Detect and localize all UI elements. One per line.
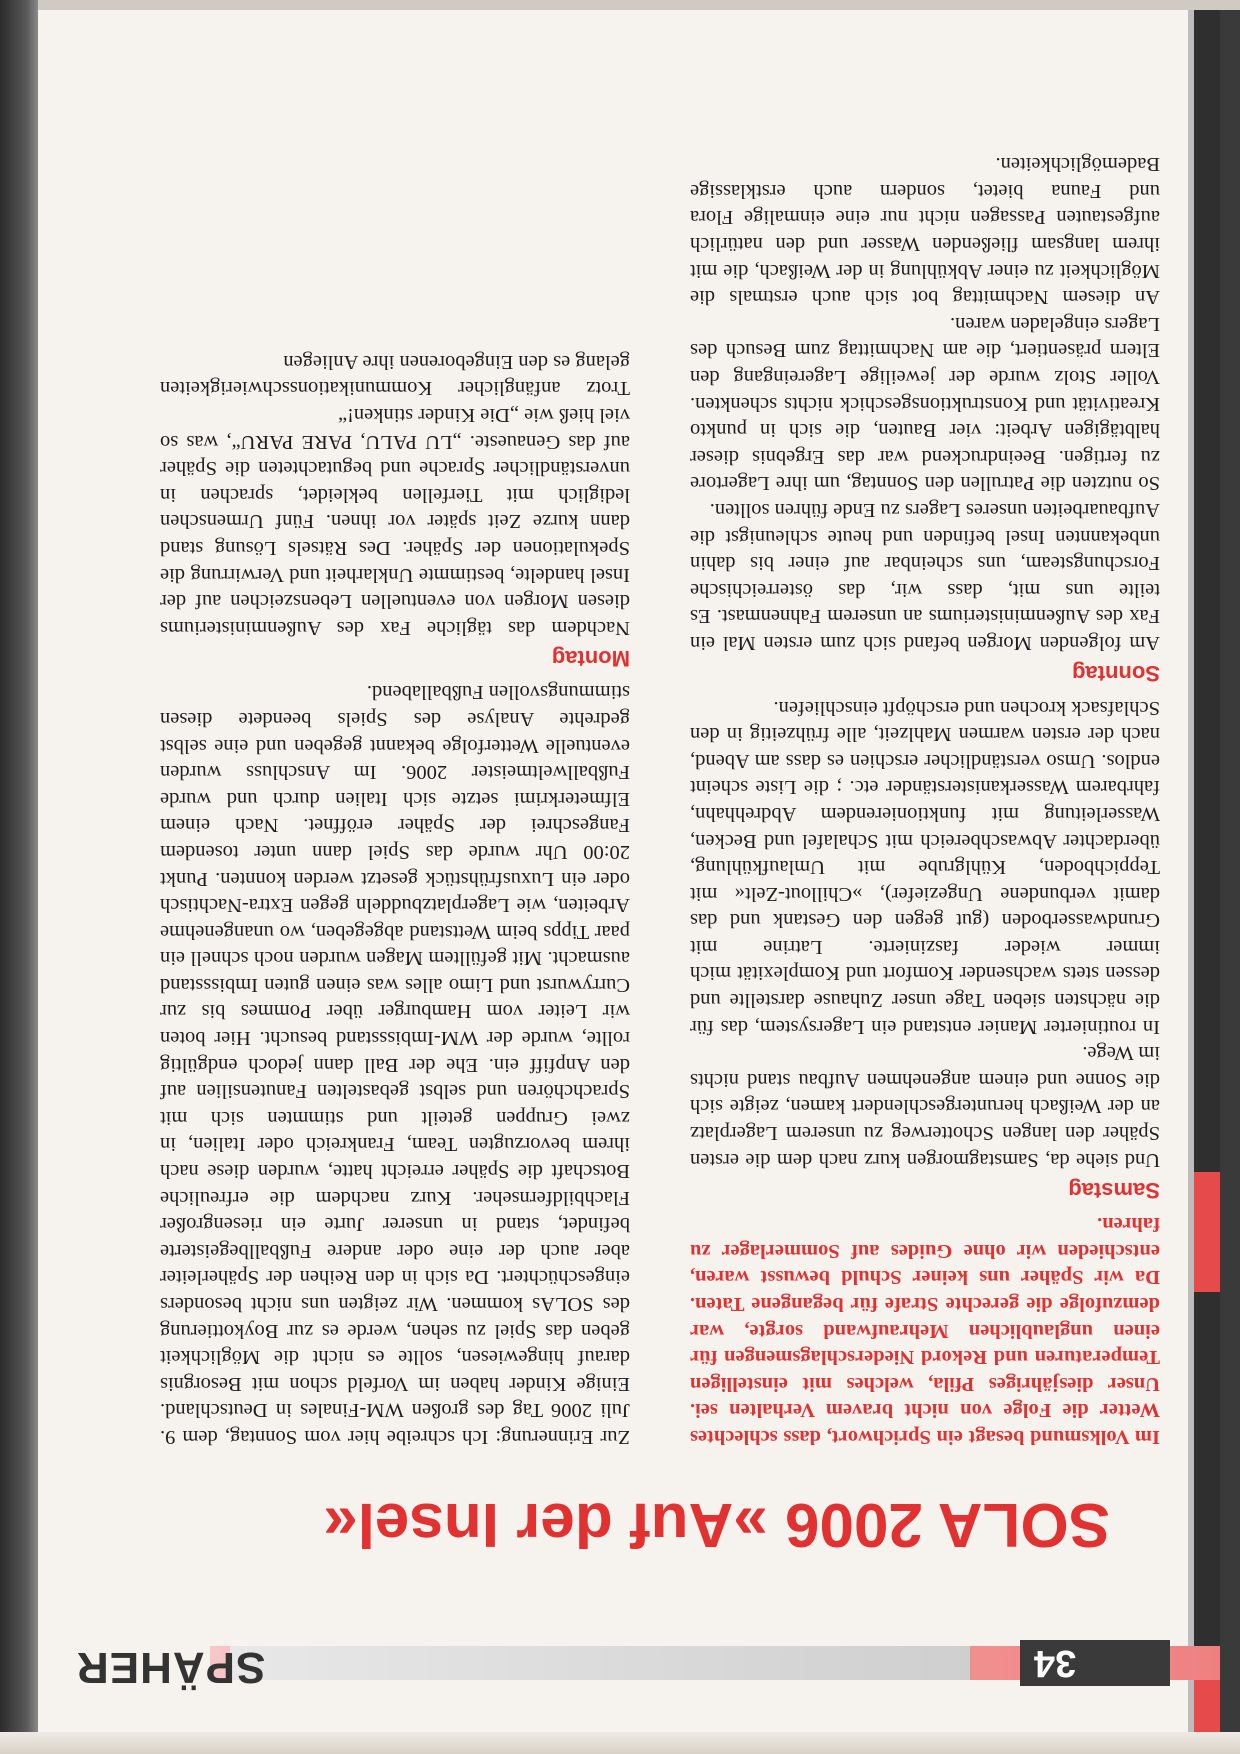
section-heading-sonntag: Sonntag [1072, 660, 1160, 686]
header-bar-grey [230, 1646, 970, 1680]
page-number: 34 [1020, 1640, 1170, 1686]
page-edge-band-light [1188, 10, 1194, 1732]
paragraph: Und siehe da, Samstagmorgen kurz nach dem die ersten Späher den langen Schotterweg zu unserem Lagerplatz an der Weißach heruntergeschlendert kamen, zeigte sich die Sonne und einem angenehmen Aufbau stand nichts im Wege. [690, 1042, 1160, 1171]
paragraph: In routinierter Manier entstand ein Lagersystem, das für die nächsten sieben Tage unser Zuhause darstellte und dessen stets wachsender Komfort und Komplexität mich immer wieder faszinierte. Latrine mit Grundwasserboden (gut gegen den Gestank und das damit verbundene Ungeziefer), »Chillout-Zelt« mit Teppichboden, Kühlgrube mit Umlaufkühlung, überdachter Abwaschbereich mit Schalafel und Becken, Wasserleitung mit funktionierendem Abdrehhahn, fahrbarem Wasserkanisterständer etc. ; die Liste scheint endlos. Umso verständlicher erschien es dass am Abend, nach der ersten warmen Mahlzeit, alle frühzeitig in den Schlafsack krochen und erschöpft einschliefen. [690, 696, 1160, 1038]
paragraph: An diesem Nachmittag bot sich auch erstmals die Möglichkeit zu einer Abkühlung in der Weißach, die mit ihrem langsam fließenden Wasser und den natürlich aufgestauten Passagen nicht nur eine einmalige Flora und Fauna bietet, sondern auch erstklassige Bademöglichkeiten. [690, 153, 1160, 309]
page-edge-band [1194, 10, 1220, 1732]
scan-bottom-strip [0, 1732, 1240, 1754]
section-heading-samstag: Samstag [1068, 1177, 1160, 1203]
paragraph: Zur Erinnerung: Ich schreibe hier vom Sonntag, dem 9. Juli 2006 Tag des großen WM-Finales in Deutschland. Einige Kinder haben im Vorfeld schon mit Besorgnis darauf hingewiesen, sollte es nicht die Möglichkeit geben das Spiel zu sehen, werde es zur Boykottierung des SOLAs kommen. Wir zeigten uns nicht besonders eingeschüchtert. Da sich in den Reihen der Späherleiter aber auch der eine oder andere Fußballbegeisterte befindet, stand in unserer Jurte ein riesengroßer Flachbildfernseher. Kurz nachdem die erfreuliche Botschaft die Späher erreicht hatte, wurden diese nach ihrem bevorzugten Team, Frankreich oder Italien, in zwei Gruppen geteilt und stimmten sich mit Sprachchören und selbst gebastelten Fanutensilien auf den Anpfiff ein. Ehe der Ball dann jedoch endgültig rollte, wurde der WM-Imbissstand besucht. Hier boten wir Leiter vom Hamburger über Pommes bis zur Currywurst und Limo alles was einen guten Imbissstand ausmacht. Mit gefülltem Magen wurden noch schnell ein paar Tipps beim Wettstand abgegeben, wo unangenehme Arbeiten, wie Lagerplatzbuddeln gegen Extra-Nachtisch oder ein Luxusfrühstück gesetzt werden konnten. Punkt 20:00 Uhr wurde das Spiel dann unter tosendem Fangeschrei der Späher eröffnet. Nach einem Elfmeterkrimi setzte sich Italien durch und wurde Fußballweltmeister 2006. Im Anschluss wurden eventuelle Wetterfolge bekannt gegeben und eine selbst gedrehte Analyse des Spiels beendete diesen stimmungsvollen Fußballabend. [160, 681, 630, 1448]
section-heading-montag: Montag [551, 645, 630, 671]
paragraph: So nutzten die Patrullen den Sonntag, um ihre Lagertore zu fertigen. Beeindruckend war das Ergebnis dieser halbtägigen Arbeit: vier Bauten, die sich in punkto Kreativität und Konstruktionsgeschick nichts schenkten. Voller Stolz wurde der jeweilige Lagereingang den Eltern präsentiert, die am Nachmittag zum Besuch des Lagers eingeladen waren. [690, 312, 1160, 495]
magazine-page [38, 10, 1220, 1732]
paragraph: Am folgenden Morgen befand sich zum ersten Mal ein Fax des Außenministeriums an unserem Fahnenmast. Es teilte uns mit, dass wir, das österreichische Forschungsteam, uns scheinbar auf einer bis dahin unbekannten Insel befinden und heute schleunigst die Aufbauarbeiten unseres Lagers zu Ende führen sollten. [690, 499, 1160, 654]
paragraph: Nachdem das tägliche Fax des Außenministeriums diesen Morgen von eventuellen Lebenszeichen auf der Insel handelte, bestimmte Unklarheit und Verwirrung die Spekulationen der Späher. Des Rätsels Lösung stand dann kurze Zeit später vor ihnen. Fünf Urmenschen lediglich mit Tierfellen bekleidet, sprachen in unverständlicher Sprache und begutachteten die Späher auf das Genaueste. „LU PALU, PARE PARU“, was so viel hieß wie „Die Kinder stinken!“ [160, 404, 630, 639]
scan-top-strip [0, 0, 1240, 10]
scan-backdrop [0, 0, 38, 1754]
article-lead: Im Volksmund besagt ein Sprichwort, dass schlechtes Wetter die Folge von nicht bravem Verhalten sei. Unser diesjähriges Pfila, welches mit einstelligen Temperaturen und Rekord Niederschlagsmengen für einen unglaublichen Mehraufwand sorgte, war demzufolge die gerechte Strafe für begangene Taten. Da wir Späher uns keiner Schuld bewusst waren, entschieden wir ohne Guides auf Sommerlager zu fahren. [690, 1213, 1160, 1448]
paragraph: Trotz anfänglicher Kommunikationsschwierigkeiten gelang es den Eingeborenen ihre Anliegen [160, 350, 630, 400]
text-column-left [690, 151, 1160, 1450]
article-title: SOLA 2006 »Auf der Insel« [323, 1490, 1110, 1559]
text-column-right [160, 348, 630, 1450]
page-header [38, 1622, 1220, 1732]
magazine-name: SPÄHER [76, 1643, 266, 1692]
